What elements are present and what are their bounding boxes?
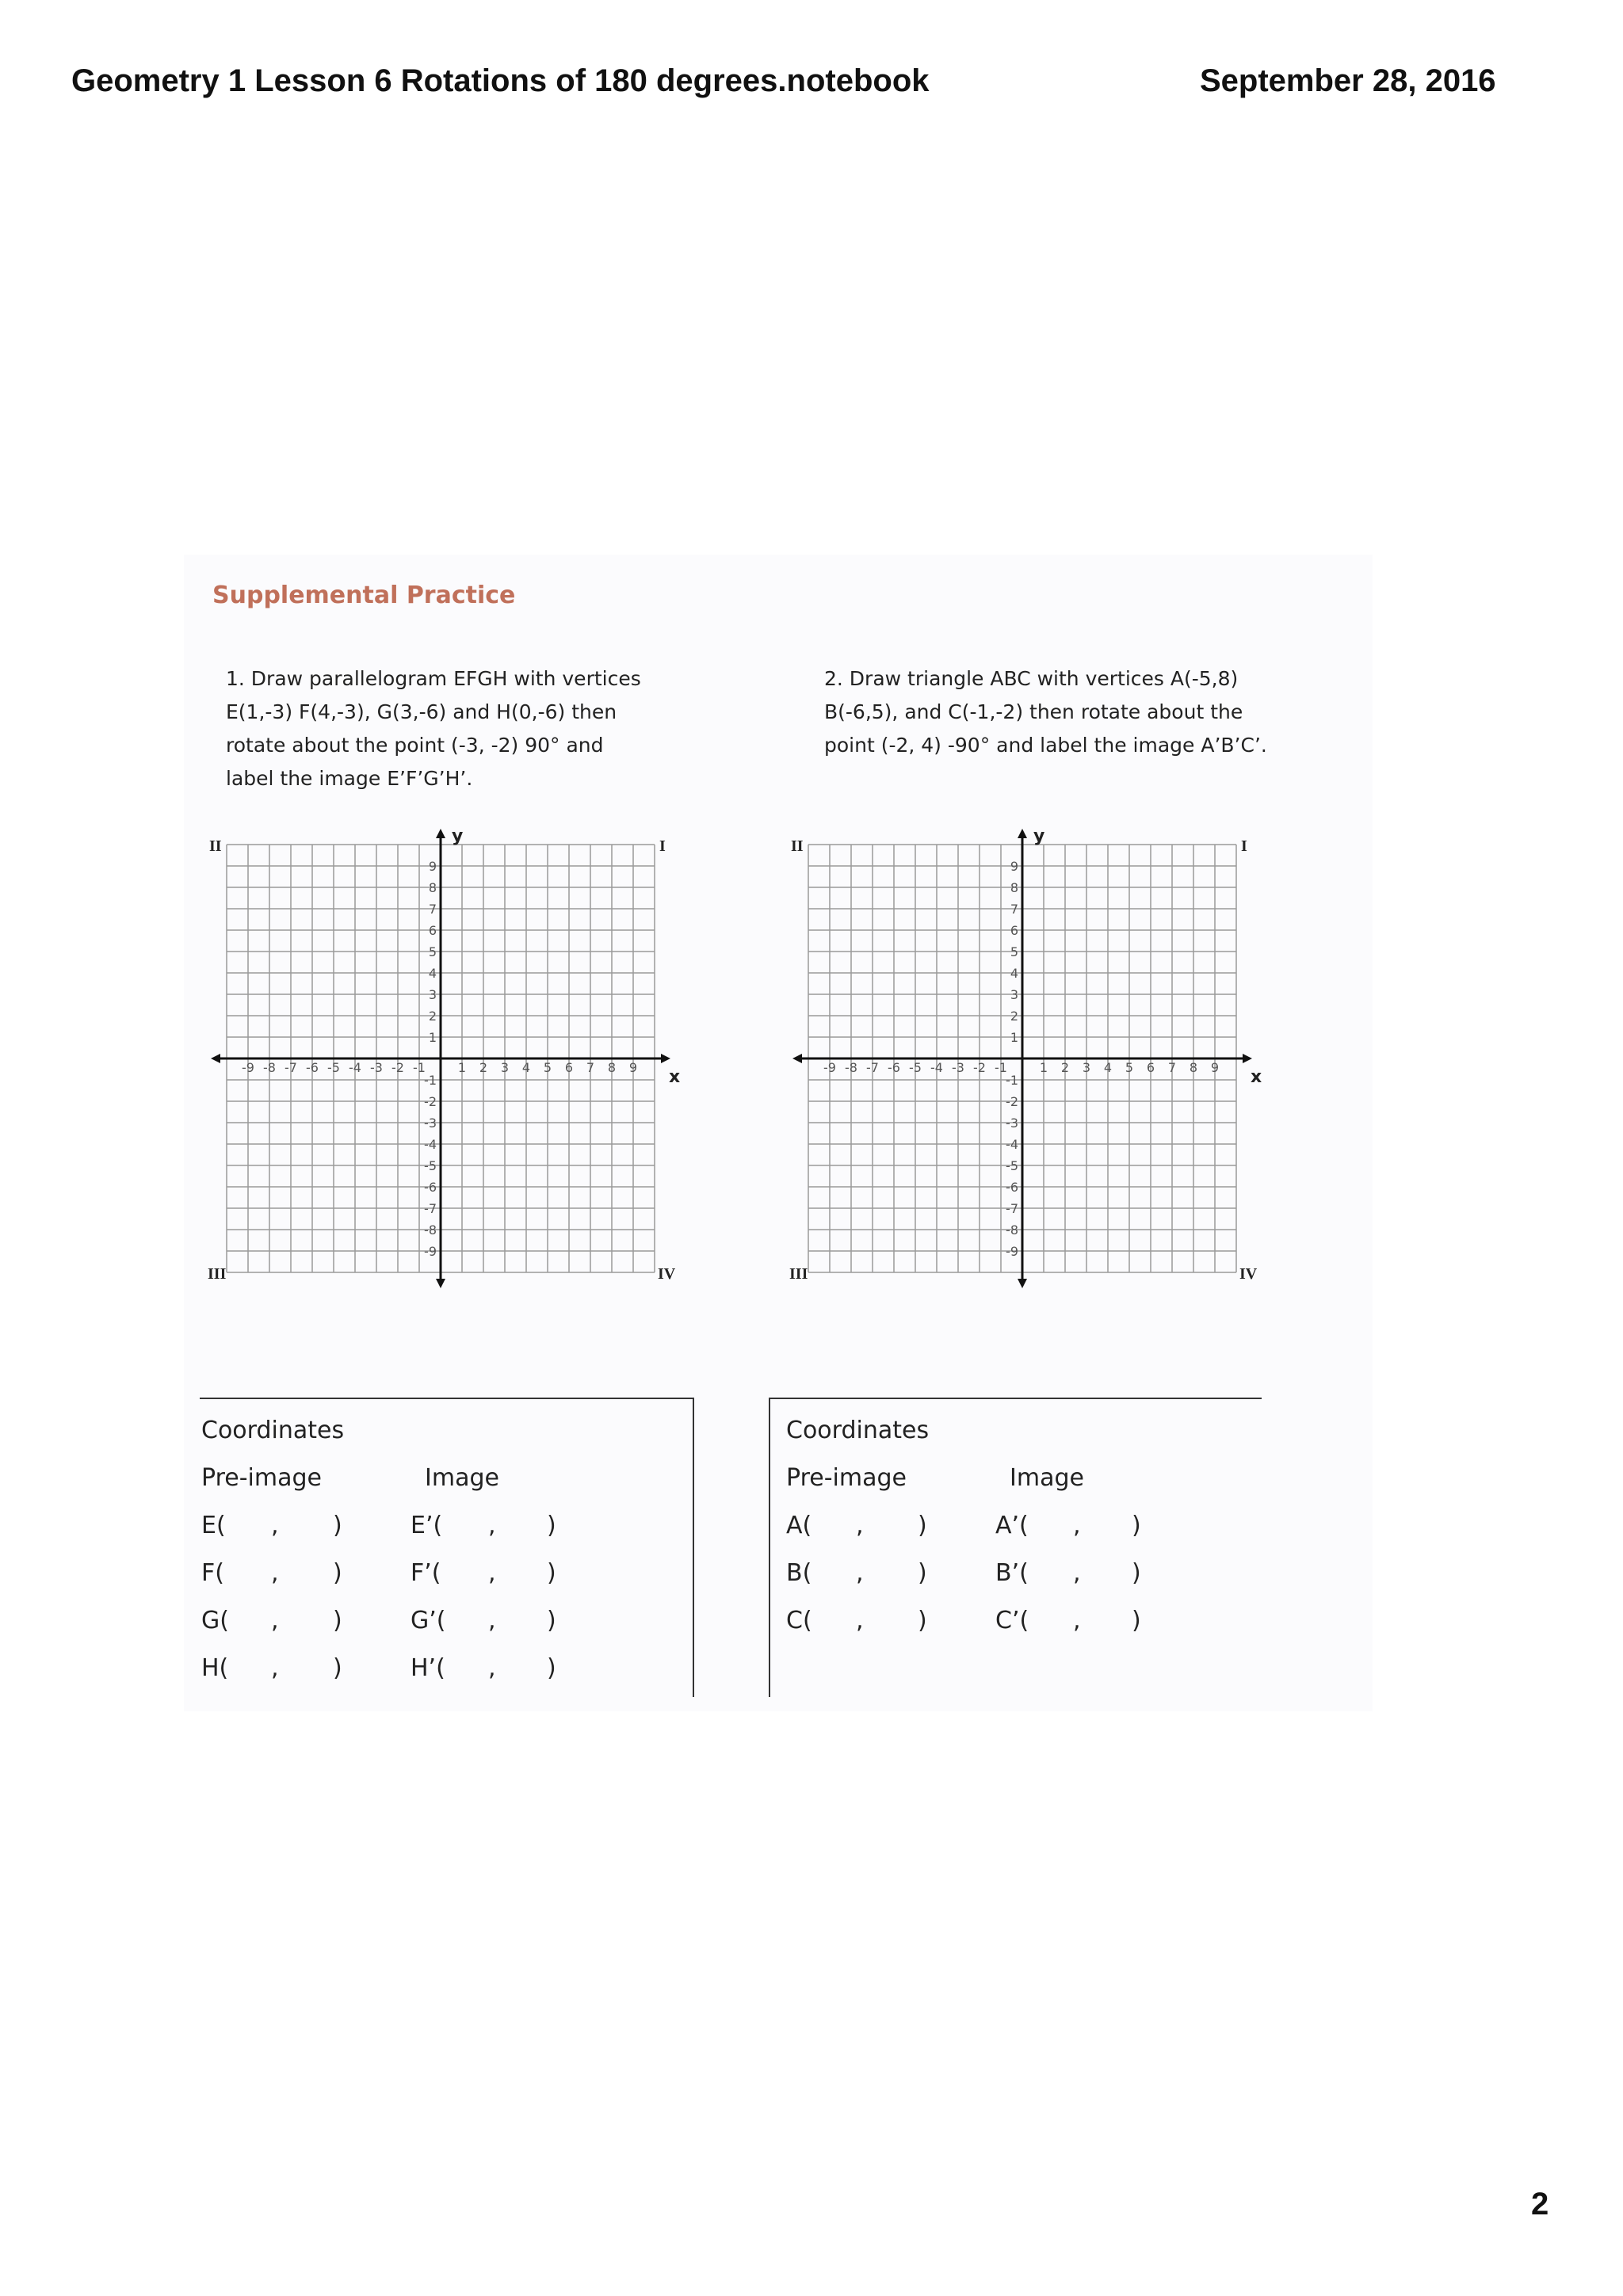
coordinate-close: ) — [333, 1512, 342, 1539]
y-tick-label: 4 — [1010, 966, 1018, 981]
image-point-label: E’( — [411, 1512, 443, 1539]
x-axis-label: x — [669, 1067, 681, 1087]
image-point-label: F’( — [411, 1559, 441, 1587]
x-tick-label: -2 — [973, 1060, 986, 1075]
x-tick-label: 3 — [500, 1060, 510, 1075]
image-label: Image — [1010, 1464, 1084, 1492]
y-tick-label: 1 — [428, 1030, 437, 1045]
y-tick-label: 3 — [428, 987, 437, 1002]
coordinate-comma: , — [1073, 1559, 1081, 1587]
pre-image-point-label: F( — [201, 1559, 224, 1587]
image-point-label: A’( — [995, 1512, 1029, 1539]
notebook-title: Geometry 1 Lesson 6 Rotations of 180 degrees.notebook — [71, 63, 930, 98]
y-axis-arrow-down-icon — [436, 1279, 445, 1288]
y-tick-label: -6 — [1006, 1180, 1018, 1195]
image-point-label: H’( — [411, 1654, 445, 1682]
problem-2-line: B(-6,5), and C(-1,-2) then rotate about the — [824, 700, 1243, 723]
coordinates-table-2 — [769, 1398, 1262, 1697]
y-tick-label: 8 — [1010, 880, 1018, 895]
y-tick-label: 2 — [428, 1009, 437, 1024]
coordinate-comma: , — [856, 1559, 864, 1587]
x-tick-label: 2 — [479, 1060, 488, 1075]
image-label: Image — [425, 1464, 499, 1492]
y-axis-arrow-up-icon — [436, 829, 445, 838]
coordinate-close: ) — [547, 1654, 556, 1682]
coordinate-close: ) — [547, 1607, 556, 1634]
coordinate-close: ) — [1132, 1559, 1141, 1587]
coordinate-grid-2 — [785, 827, 1260, 1295]
coordinates-heading: Coordinates — [201, 1417, 345, 1444]
pre-image-label: Pre-image — [786, 1464, 907, 1492]
y-tick-label: -3 — [1006, 1116, 1018, 1131]
y-tick-label: -2 — [424, 1094, 437, 1109]
x-tick-label: -3 — [952, 1060, 964, 1075]
y-tick-label: 8 — [428, 880, 437, 895]
coordinate-close: ) — [918, 1559, 927, 1587]
quadrant-label-iii: III — [789, 1265, 808, 1283]
x-tick-label: 8 — [1189, 1060, 1198, 1075]
x-tick-label: 5 — [543, 1060, 552, 1075]
y-tick-label: 7 — [428, 902, 437, 917]
coordinate-close: ) — [333, 1559, 342, 1587]
x-tick-label: -4 — [930, 1060, 943, 1075]
coordinate-close: ) — [1132, 1512, 1141, 1539]
problem-1-text — [226, 662, 670, 795]
x-tick-label: -7 — [285, 1060, 297, 1075]
quadrant-label-ii: II — [791, 837, 804, 855]
y-tick-label: 1 — [1010, 1030, 1018, 1045]
coordinate-comma: , — [1073, 1512, 1081, 1539]
x-tick-label: -8 — [263, 1060, 276, 1075]
y-tick-label: -9 — [424, 1244, 437, 1259]
problem-1-line: rotate about the point (-3, -2) 90° and — [226, 734, 604, 757]
y-axis-arrow-down-icon — [1018, 1279, 1027, 1288]
y-tick-label: -6 — [424, 1180, 437, 1195]
coordinate-comma: , — [488, 1559, 496, 1587]
x-tick-label: 1 — [1039, 1060, 1048, 1075]
y-tick-label: -7 — [1006, 1201, 1018, 1216]
coordinate-comma: , — [271, 1512, 279, 1539]
x-tick-label: 5 — [1125, 1060, 1134, 1075]
x-tick-label: -5 — [909, 1060, 922, 1075]
problem-1-line: 1. Draw parallelogram EFGH with vertices — [226, 667, 641, 690]
page-number: 2 — [1531, 2187, 1549, 2222]
y-tick-label: -2 — [1006, 1094, 1018, 1109]
y-tick-label: 9 — [428, 859, 437, 874]
y-tick-label: 6 — [1010, 923, 1018, 938]
x-tick-label: -3 — [370, 1060, 383, 1075]
x-tick-label: 8 — [607, 1060, 617, 1075]
coordinate-grid-1 — [203, 826, 681, 1295]
x-tick-label: 3 — [1082, 1060, 1091, 1075]
y-tick-label: 6 — [428, 923, 437, 938]
pre-image-point-label: C( — [786, 1607, 812, 1634]
x-tick-label: 9 — [628, 1060, 638, 1075]
quadrant-label-iv: IV — [658, 1265, 676, 1283]
x-tick-label: 2 — [1060, 1060, 1070, 1075]
x-tick-label: -2 — [391, 1060, 404, 1075]
x-tick-label: -4 — [349, 1060, 361, 1075]
y-tick-label: 2 — [1010, 1009, 1018, 1024]
y-tick-label: -8 — [1006, 1222, 1018, 1238]
x-tick-label: -9 — [823, 1060, 836, 1075]
x-tick-label: -6 — [888, 1060, 900, 1075]
coordinate-close: ) — [547, 1559, 556, 1587]
x-tick-label: 7 — [586, 1060, 595, 1075]
x-tick-label: -6 — [306, 1060, 319, 1075]
pre-image-point-label: H( — [201, 1654, 229, 1682]
quadrant-label-iv: IV — [1239, 1265, 1258, 1283]
quadrant-label-i: I — [1241, 837, 1247, 855]
y-axis-label: y — [452, 826, 464, 846]
coordinate-comma: , — [271, 1654, 279, 1682]
problem-2-line: point (-2, 4) -90° and label the image A’B’C’. — [824, 734, 1267, 757]
pre-image-point-label: A( — [786, 1512, 812, 1539]
x-tick-label: -1 — [413, 1060, 426, 1075]
x-tick-label: -7 — [866, 1060, 879, 1075]
coordinate-comma: , — [488, 1654, 496, 1682]
x-tick-label: -9 — [242, 1060, 254, 1075]
y-tick-label: -4 — [424, 1137, 437, 1152]
coordinate-close: ) — [918, 1512, 927, 1539]
image-point-label: G’( — [411, 1607, 446, 1634]
y-tick-label: -7 — [424, 1201, 437, 1216]
coordinate-close: ) — [918, 1607, 927, 1634]
x-tick-label: 6 — [1146, 1060, 1155, 1075]
coordinate-comma: , — [856, 1607, 864, 1634]
y-tick-label: -9 — [1006, 1244, 1018, 1259]
pre-image-point-label: G( — [201, 1607, 229, 1634]
y-axis-arrow-up-icon — [1018, 829, 1027, 838]
y-axis-label: y — [1033, 826, 1045, 846]
y-tick-label: 5 — [1010, 944, 1018, 959]
problem-1-line: label the image E’F’G’H’. — [226, 767, 473, 790]
y-tick-label: -8 — [424, 1222, 437, 1238]
problem-2-line: 2. Draw triangle ABC with vertices A(-5,8) — [824, 667, 1239, 690]
quadrant-label-iii: III — [208, 1265, 227, 1283]
x-tick-label: 4 — [1103, 1060, 1113, 1075]
problem-2-text — [824, 662, 1300, 762]
coordinate-close: ) — [333, 1654, 342, 1682]
coordinates-heading: Coordinates — [786, 1417, 930, 1444]
x-axis-arrow-right-icon — [661, 1054, 670, 1063]
y-tick-label: 4 — [428, 966, 437, 981]
y-tick-label: -1 — [424, 1073, 437, 1088]
x-axis-arrow-right-icon — [1243, 1054, 1252, 1063]
y-tick-label: 5 — [428, 944, 437, 959]
y-tick-label: 7 — [1010, 902, 1018, 917]
y-tick-label: -3 — [424, 1116, 437, 1131]
x-axis-label: x — [1251, 1067, 1262, 1087]
coordinate-close: ) — [547, 1512, 556, 1539]
section-title: Supplemental Practice — [212, 582, 516, 609]
y-tick-label: -5 — [1006, 1158, 1018, 1173]
x-tick-label: 1 — [457, 1060, 467, 1075]
problem-1-line: E(1,-3) F(4,-3), G(3,-6) and H(0,-6) then — [226, 700, 617, 723]
coordinates-table-1 — [200, 1398, 694, 1697]
x-tick-label: -8 — [845, 1060, 857, 1075]
notebook-date: September 28, 2016 — [1200, 63, 1496, 98]
x-tick-label: 7 — [1167, 1060, 1177, 1075]
x-axis-arrow-left-icon — [792, 1054, 802, 1063]
image-point-label: C’( — [995, 1607, 1029, 1634]
x-axis-arrow-left-icon — [211, 1054, 220, 1063]
coordinate-comma: , — [856, 1512, 864, 1539]
pre-image-point-label: E( — [201, 1512, 226, 1539]
y-tick-label: 3 — [1010, 987, 1018, 1002]
x-tick-label: 6 — [564, 1060, 574, 1075]
quadrant-label-i: I — [659, 837, 666, 855]
x-tick-label: -5 — [327, 1060, 340, 1075]
coordinate-close: ) — [1132, 1607, 1141, 1634]
coordinate-comma: , — [488, 1607, 496, 1634]
pre-image-label: Pre-image — [201, 1464, 322, 1492]
coordinate-comma: , — [488, 1512, 496, 1539]
coordinate-close: ) — [333, 1607, 342, 1634]
x-tick-label: 9 — [1210, 1060, 1220, 1075]
coordinate-comma: , — [271, 1607, 279, 1634]
coordinate-comma: , — [1073, 1607, 1081, 1634]
pre-image-point-label: B( — [786, 1559, 812, 1587]
quadrant-label-ii: II — [209, 837, 222, 855]
image-point-label: B’( — [995, 1559, 1029, 1587]
y-tick-label: 9 — [1010, 859, 1018, 874]
y-tick-label: -5 — [424, 1158, 437, 1173]
y-tick-label: -1 — [1006, 1073, 1018, 1088]
y-tick-label: -4 — [1006, 1137, 1018, 1152]
coordinate-comma: , — [271, 1559, 279, 1587]
x-tick-label: 4 — [521, 1060, 531, 1075]
x-tick-label: -1 — [995, 1060, 1007, 1075]
